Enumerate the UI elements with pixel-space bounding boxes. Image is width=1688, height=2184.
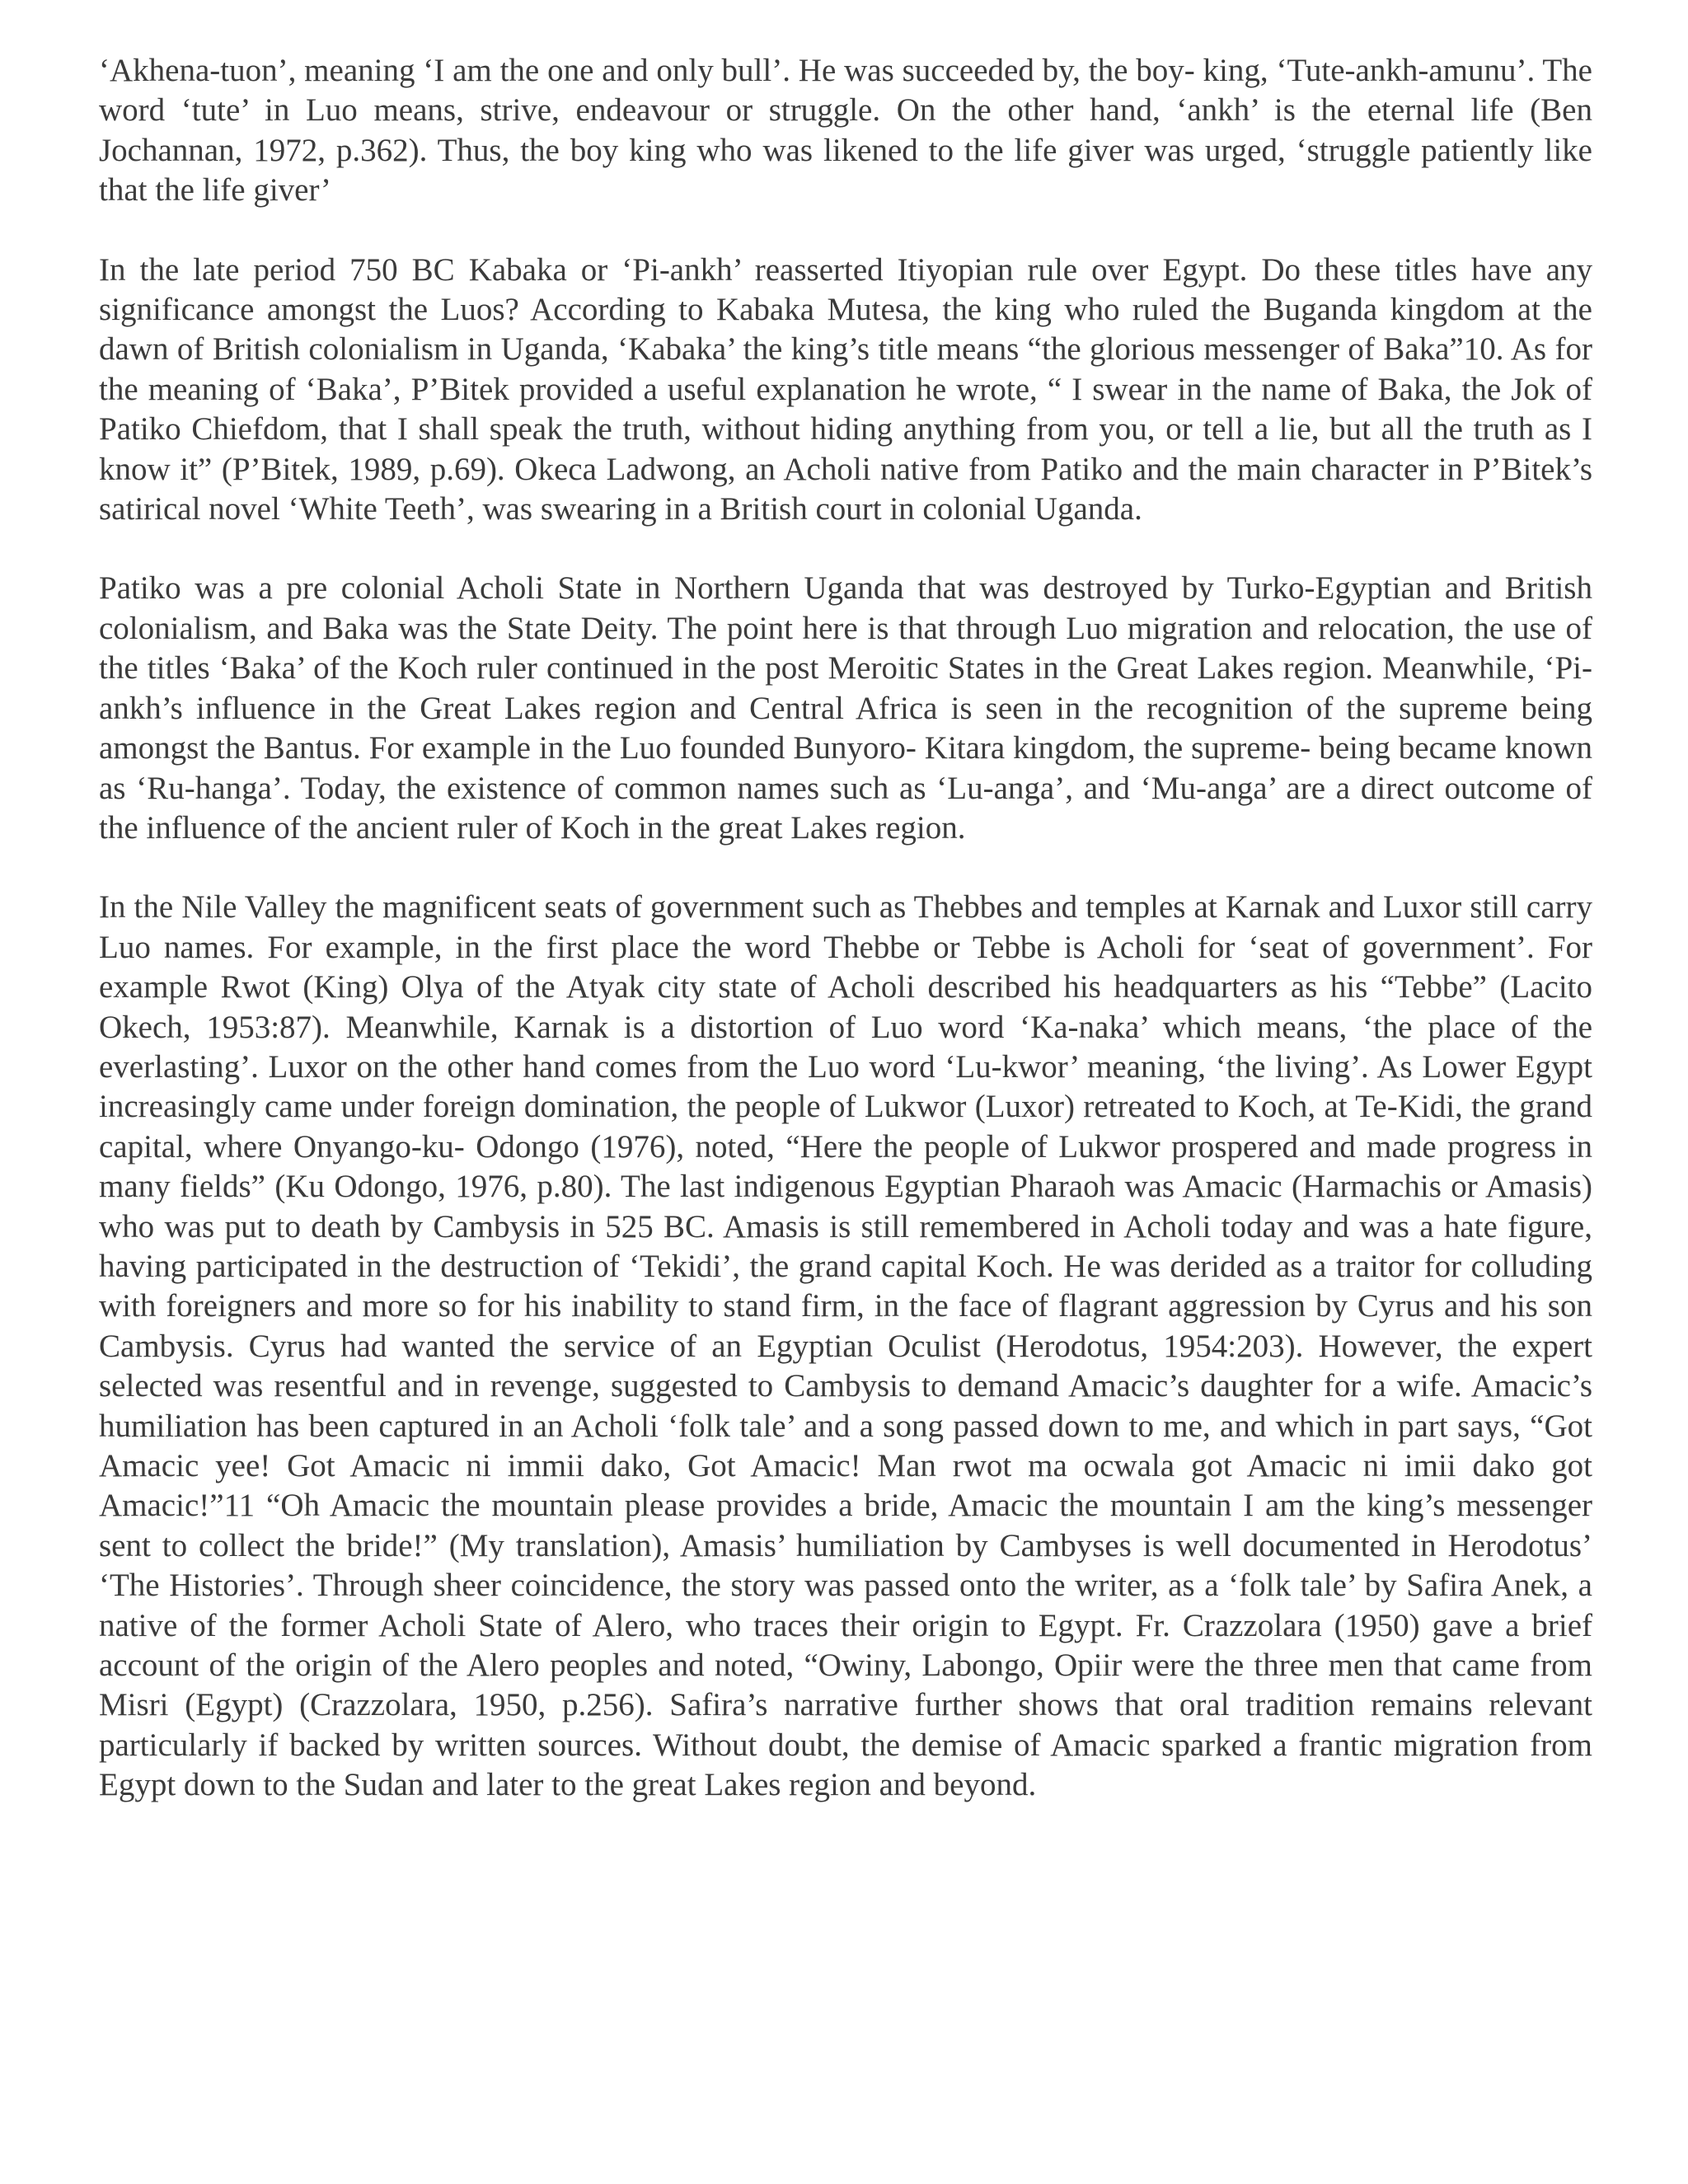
- document-page: [99, 51, 1592, 1845]
- paragraph-akhena-tuon: ‘Akhena-tuon’, meaning ‘I am the one and only bull’. He was succeeded by, the boy- king, ‘Tute-ankh-amunu’. The word ‘tute’ in Luo means, strive, endeavour or struggle. On the other hand, ‘ankh’ is the eternal life (Ben Jochannan, 1972, p.362). Thus, the boy king who was likened to the life giver was urged, ‘struggle patiently like that the life giver’: [99, 53, 1592, 209]
- paragraph-patiko-state: Patiko was a pre colonial Acholi State in Northern Uganda that was destroyed by Turko-Egyptian and British colonialism, and Baka was the State Deity. The point here is that through Luo migration and relocation, the use of the titles ‘Baka’ of the Koch ruler continued in the post Meroitic States in the Great Lakes region. Meanwhile, ‘Pi-ankh’s influence in the Great Lakes region and Central Africa is seen in the recognition of the supreme being amongst the Bantus. For example in the Luo founded Bunyoro- Kitara kingdom, the supreme- being became known as ‘Ru-hanga’. Today, the existence of common names such as ‘Lu-anga’, and ‘Mu-anga’ are a direct outcome of the influence of the ancient ruler of Koch in the great Lakes region.: [99, 570, 1592, 846]
- paragraph-kabaka-pi-ankh: In the late period 750 BC Kabaka or ‘Pi-ankh’ reasserted Itiyopian rule over Egypt. Do these titles have any significance amongst the Luos? According to Kabaka Mutesa, the king who ruled the Buganda kingdom at the dawn of British colonialism in Uganda, ‘Kabaka’ the king’s title means “the glorious messenger of Baka”10. As for the meaning of ‘Baka’, P’Bitek provided a useful explanation he wrote, “ I swear in the name of Baka, the Jok of Patiko Chiefdom, that I shall speak the truth, without hiding anything from you, or tell a lie, but all the truth as I know it” (P’Bitek, 1989, p.69). Okeca Ladwong, an Acholi native from Patiko and the main character in P’Bitek’s satirical novel ‘White Teeth’, was swearing in a British court in colonial Uganda.: [99, 251, 1592, 527]
- paragraph-nile-valley: In the Nile Valley the magnificent seats of government such as Thebbes and temples at Karnak and Luxor still carry Luo names. For example, in the first place the word Thebbe or Tebbe is Acholi for ‘seat of government’. For example Rwot (King) Olya of the Atyak city state of Acholi described his headquarters as his “Tebbe” (Lacito Okech, 1953:87). Meanwhile, Karnak is a distortion of Luo word ‘Ka-naka’ which means, ‘the place of the everlasting’. Luxor on the other hand comes from the Luo word ‘Lu-kwor’ meaning, ‘the living’. As Lower Egypt increasingly came under foreign domination, the people of Lukwor (Luxor) retreated to Koch, at Te-Kidi, the grand capital, where Onyango-ku- Odongo (1976), noted, “Here the people of Lukwor prospered and made progress in many fields” (Ku Odongo, 1976, p.80). The last indigenous Egyptian Pharaoh was Amacic (Harmachis or Amasis) who was put to death by Cambysis in 525 BC. Amasis is still remembered in Acholi today and was a hate figure, having participated in the destruction of ‘Tekidi’, the grand capital Koch. He was derided as a traitor for colluding with foreigners and more so for his inability to stand firm, in the face of flagrant aggression by Cyrus and his son Cambysis. Cyrus had wanted the service of an Egyptian Oculist (Herodotus, 1954:203). However, the expert selected was resentful and in revenge, suggested to Cambysis to demand Amacic’s daughter for a wife. Amacic’s humiliation has been captured in an Acholi ‘folk tale’ and a song passed down to me, and which in part says, “Got Amacic yee! Got Amacic ni immii dako, Got Amacic! Man rwot ma ocwala got Amacic ni imii dako got Amacic!”11 “Oh Amacic the mountain please provides a bride, Amacic the mountain I am the king’s messenger sent to collect the bride!” (My translation), Amasis’ humiliation by Cambyses is well documented in Herodotus’ ‘The Histories’. Through sheer coincidence, the story was passed onto the writer, as a ‘folk tale’ by Safira Anek, a native of the former Acholi State of Alero, who traces their origin to Egypt. Fr. Crazzolara (1950) gave a brief account of the origin of the Alero peoples and noted, “Owiny, Labongo, Opiir were the three men that came from Misri (Egypt) (Crazzolara, 1950, p.256). Safira’s narrative further shows that oral tradition remains relevant particularly if backed by written sources. Without doubt, the demise of Amacic sparked a frantic migration from Egypt down to the Sudan and later to the great Lakes region and beyond.: [99, 889, 1592, 1803]
